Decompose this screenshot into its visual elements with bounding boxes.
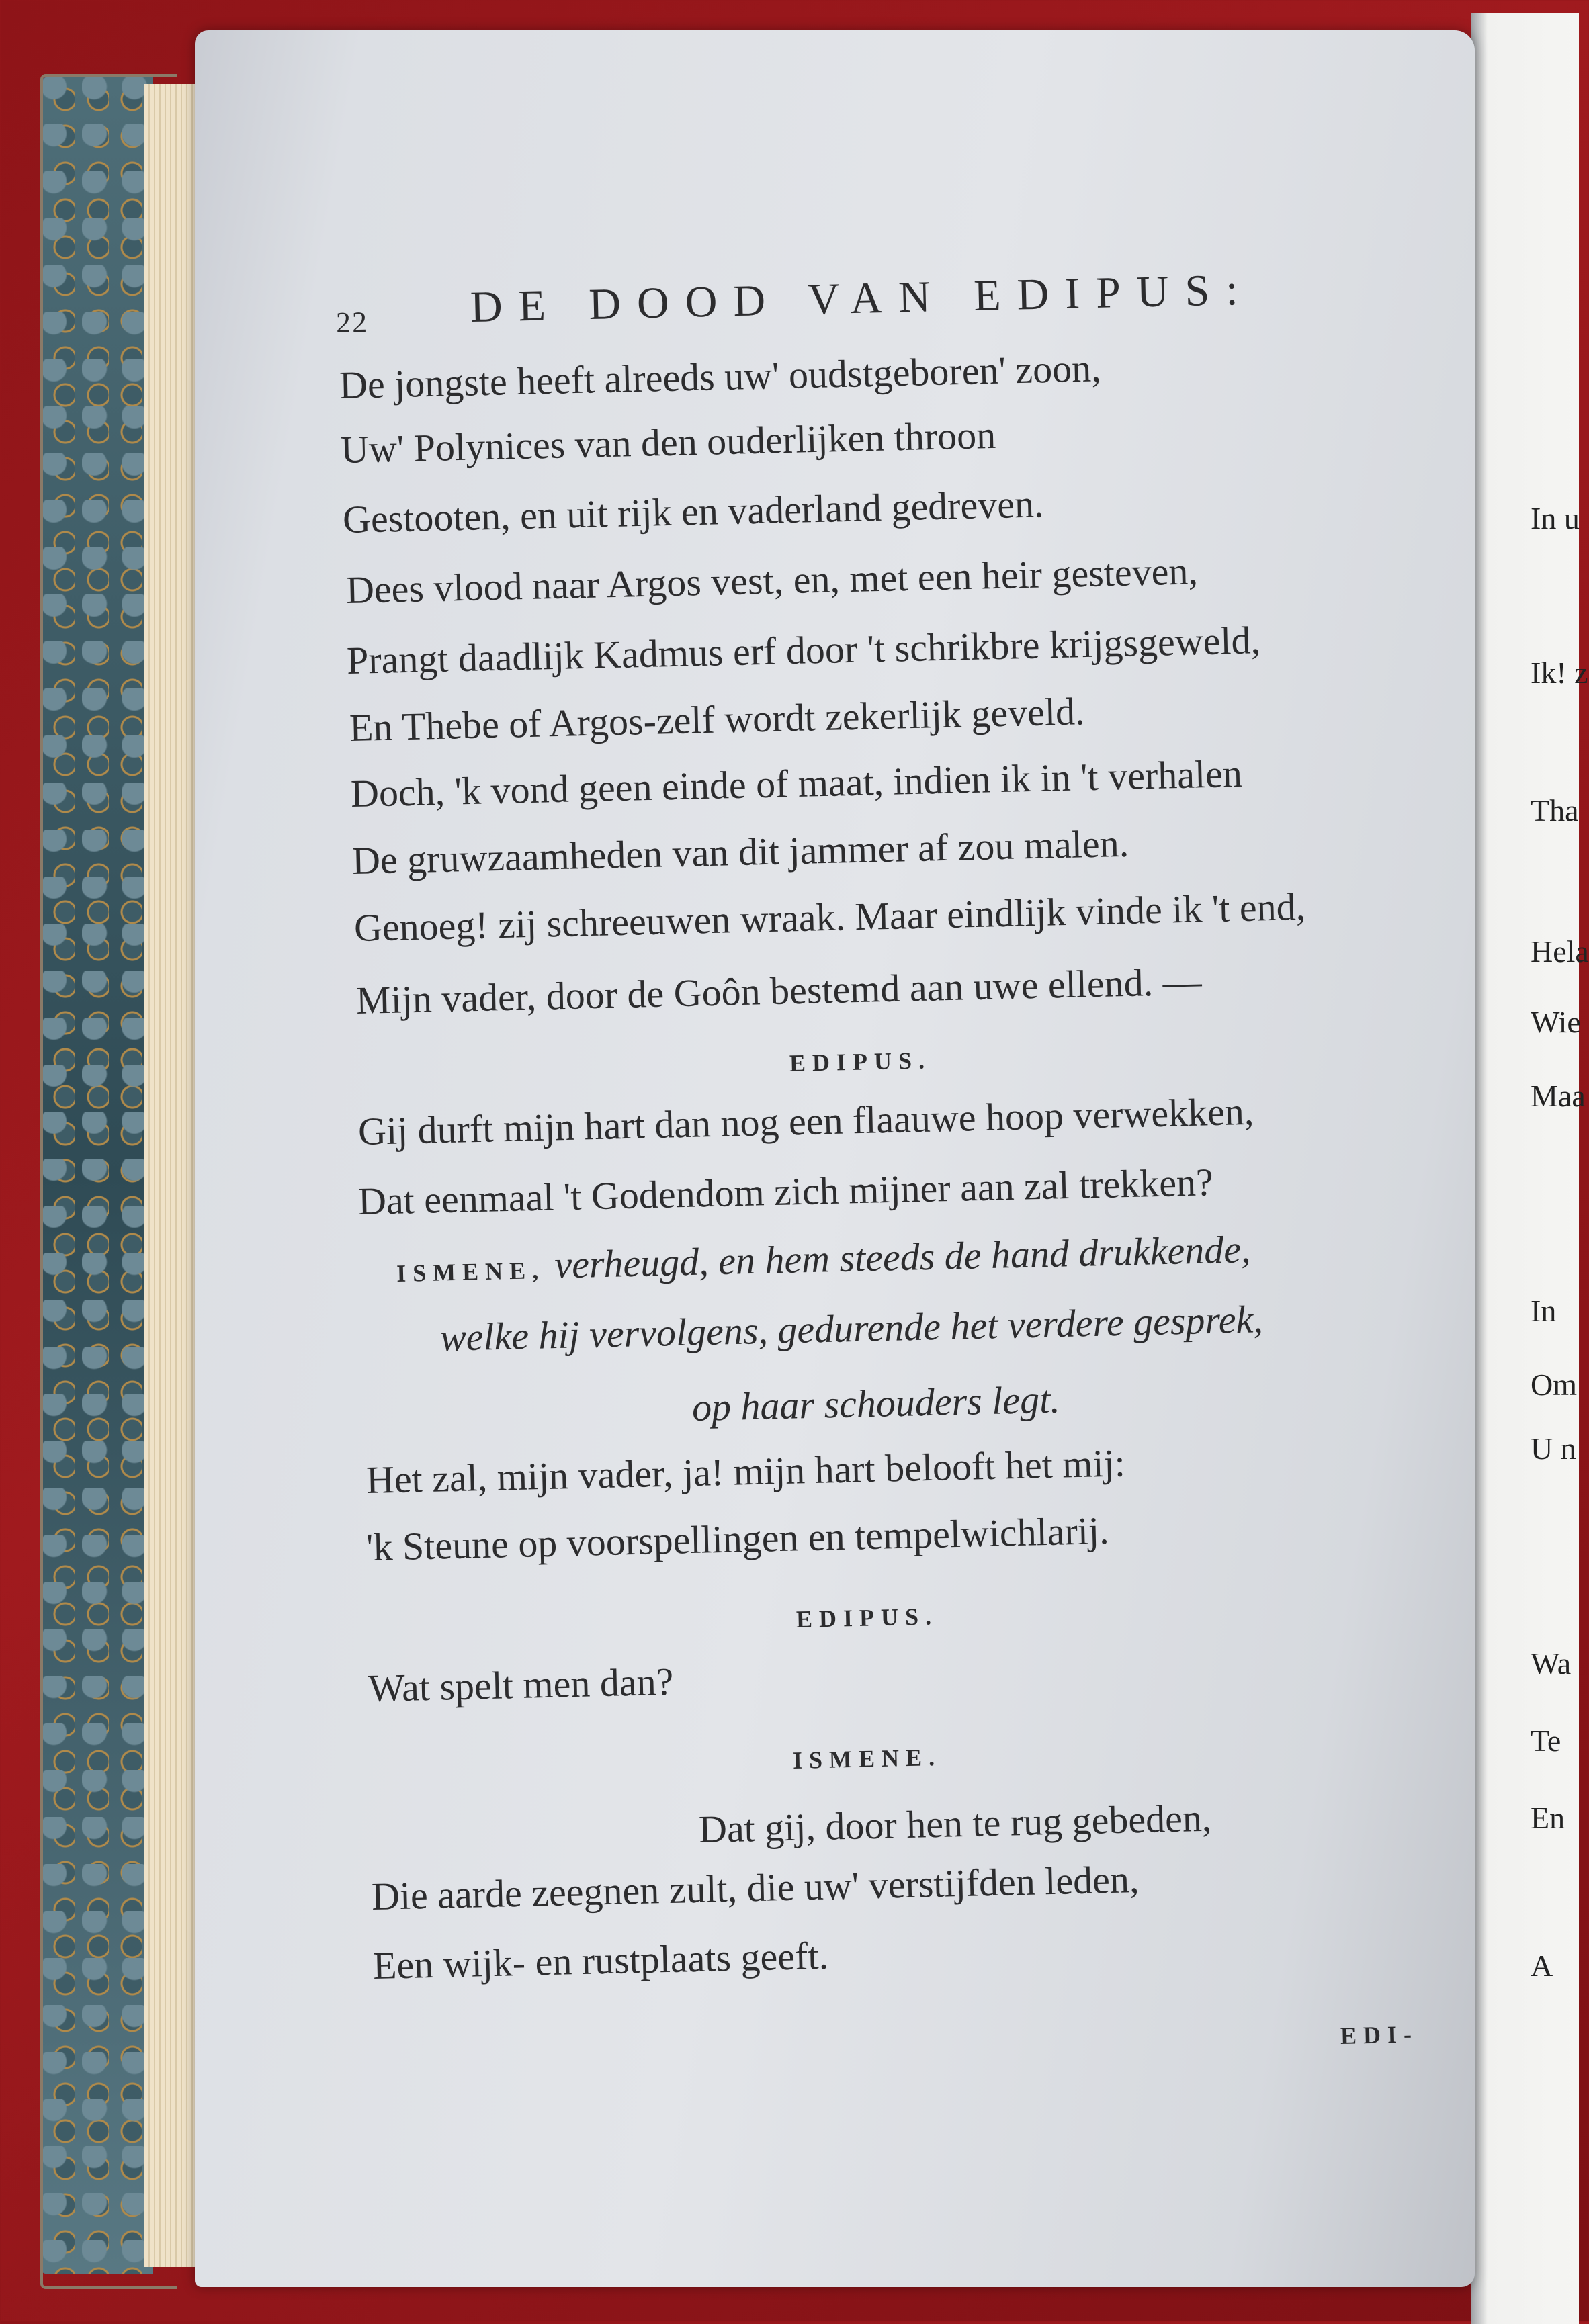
fragment: Wie — [1531, 1005, 1581, 1039]
catchword: EDI- — [1340, 2020, 1419, 2049]
fragment: Maa — [1531, 1079, 1586, 1113]
fragment: Wa — [1531, 1646, 1572, 1681]
verse-line: De gruwzaamheden van dit jammer af zou malen. — [351, 821, 1129, 883]
speaker-name: EDIPUS. — [789, 1046, 932, 1077]
fragment: In — [1531, 1294, 1557, 1328]
fragment: U n — [1531, 1431, 1576, 1466]
verse-line: Die aarde zeegnen zult, die uw' verstijfden leden, — [371, 1857, 1140, 1918]
fragment: En — [1531, 1801, 1565, 1835]
stage-direction-text: verheugd, en hem steeds de hand drukkende, — [554, 1227, 1252, 1287]
fragment: Om — [1531, 1368, 1577, 1402]
stage-direction-line: welke hij vervolgens, gedurende het verdere gesprek, — [439, 1297, 1264, 1359]
fragment: A — [1531, 1949, 1553, 1983]
verse-line: 'k Steune op voorspellingen en tempelwichlarij. — [366, 1508, 1110, 1569]
verse-line: Gij durft mijn hart dan nog een flaauwe hoop verwekken, — [357, 1089, 1254, 1153]
verse-line: Wat spelt men dan? — [368, 1659, 674, 1710]
verse-line: Mijn vader, door de Goôn bestemd aan uwe ellend. — — [355, 959, 1203, 1022]
verse-line: Genoeg! zij schreeuwen wraak. Maar eindlijk vinde ik 't end, — [353, 884, 1306, 950]
verse-line: Het zal, mijn vader, ja! mijn hart belooft het mij: — [366, 1441, 1126, 1502]
speaker-name: ISMENE, — [396, 1256, 546, 1287]
fragment: Ik! z — [1531, 656, 1588, 690]
page-number: 22 — [335, 305, 369, 339]
fragment: Tha — [1531, 793, 1579, 828]
fragment: Te — [1531, 1724, 1561, 1758]
speaker-name: EDIPUS. — [796, 1603, 939, 1633]
verse-line: Uw' Polynices van den ouderlijken throon — [340, 412, 996, 472]
verse-line: De jongste heeft alreeds uw' oudstgeboren' zoon, — [339, 346, 1102, 407]
running-head: DE DOOD VAN EDIPUS: — [470, 265, 1255, 332]
facing-page — [1471, 13, 1579, 2324]
stage-direction-line: op haar schouders legt. — [691, 1377, 1061, 1429]
verse-line: Doch, 'k vond geen einde of maat, indien ik in 't verhalen — [350, 751, 1243, 815]
verse-line: Een wijk- en rustplaats geeft. — [372, 1933, 829, 1987]
verse-line: En Thebe of Argos-zelf wordt zekerlijk geveld. — [349, 689, 1086, 750]
verse-line: Gestooten, en uit rijk en vaderland gedreven. — [342, 482, 1045, 541]
verse-line: Dees vlood naar Argos vest, en, met een heir gesteven, — [345, 549, 1199, 612]
verse-line: Dat gij, door hen te rug gebeden, — [698, 1795, 1212, 1851]
verse-line: Prangt daadlijk Kadmus erf door 't schrikbre krijgsgeweld, — [346, 618, 1261, 682]
verse-line: Dat eenmaal 't Godendom zich mijner aan zal trekken? — [357, 1160, 1214, 1223]
fragment: In u — [1531, 501, 1580, 535]
fragment: Hela — [1531, 934, 1589, 969]
speaker-name: ISMENE. — [792, 1743, 942, 1774]
